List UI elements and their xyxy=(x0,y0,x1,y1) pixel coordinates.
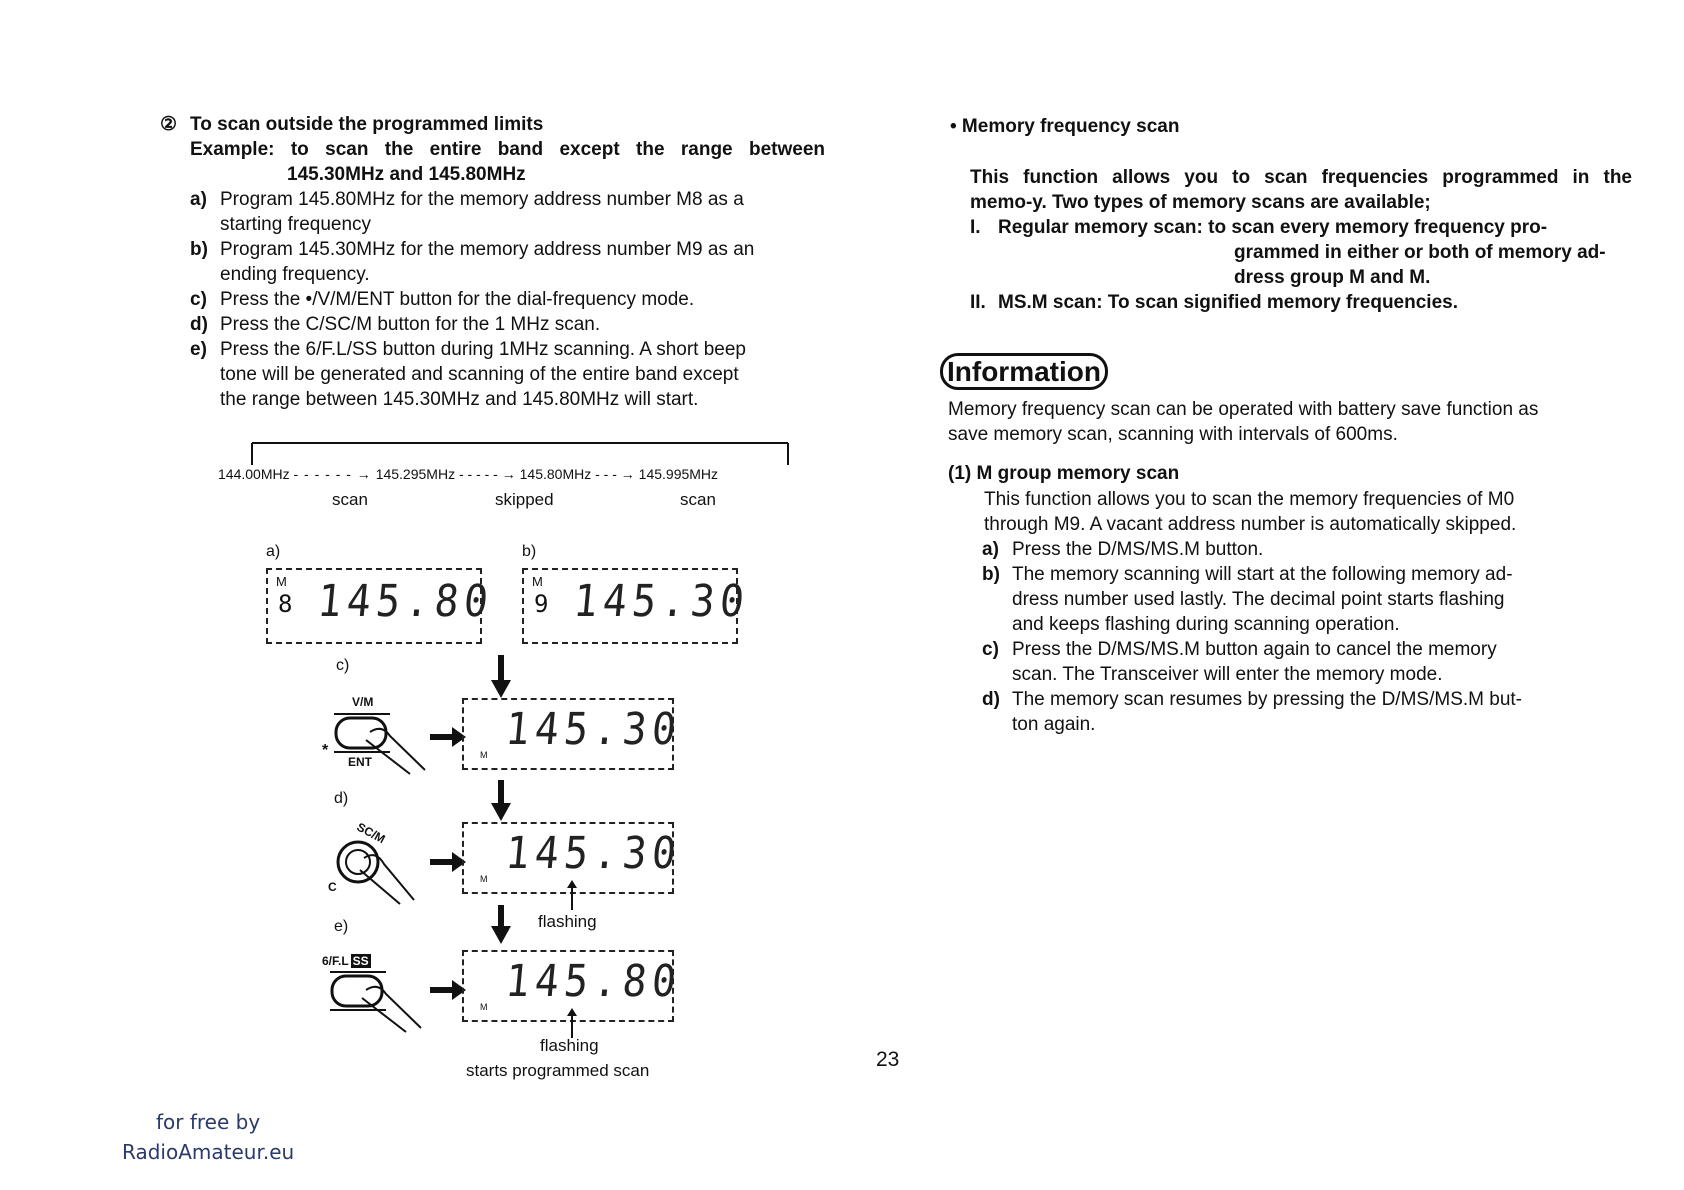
freq-144: 144.00MHz xyxy=(218,466,290,482)
down-arrow-shaft xyxy=(498,905,504,927)
step-text: The memory scan resumes by pressing the D/MS/MS.M but- xyxy=(1012,689,1522,710)
scan-label-1: scan xyxy=(332,490,368,509)
step-label: b) xyxy=(982,564,1000,585)
memory-channel: 9 xyxy=(534,590,549,618)
lcd-frequency: 145.80 xyxy=(503,956,684,1007)
down-arrow-shaft xyxy=(498,780,504,804)
footer-line-2[interactable]: RadioAmateur.eu xyxy=(122,1140,295,1164)
footer-line-1: for free by xyxy=(156,1110,261,1134)
page-number: 23 xyxy=(876,1048,900,1071)
lcd-display-a xyxy=(266,568,496,644)
step-text: dress number used lastly. The decimal point starts flashing xyxy=(1012,589,1505,610)
step-text: Press the D/MS/MS.M button. xyxy=(1012,539,1264,560)
step-label: a) xyxy=(982,539,999,560)
pointer-line xyxy=(566,1008,578,1038)
step-text: The memory scanning will start at the following memory ad- xyxy=(1012,564,1513,585)
flashing-label-1: flashing xyxy=(538,912,597,931)
intro-line2: memo-y. Two types of memory scans are available; xyxy=(970,192,1431,213)
m-step-d xyxy=(982,687,1622,737)
step-label: d) xyxy=(190,314,208,335)
down-arrow-shaft xyxy=(498,655,504,681)
m-step-c xyxy=(982,637,1622,687)
memory-indicator: M xyxy=(480,1002,488,1012)
fl-button-press-icon xyxy=(326,968,426,1033)
range-labels: 144.00MHz - - - - - - → 145.295MHz - - - - - → 145.80MHz - - - → 145.995MHz xyxy=(218,466,719,482)
c-label: C xyxy=(328,880,337,894)
type-ii-text: MS.M scan: To scan signified memory frequencies. xyxy=(998,292,1458,313)
memory-indicator: M xyxy=(532,574,543,589)
down-arrow-icon xyxy=(491,680,511,698)
ss-badge: SS xyxy=(352,954,369,968)
type-i-cont1: grammed in either or both of memory ad- xyxy=(1234,242,1606,263)
freq-145-995: 145.995MHz xyxy=(638,466,719,482)
step-label: c) xyxy=(190,289,207,310)
step-c xyxy=(190,287,830,312)
freq-145-295: 145.295MHz xyxy=(375,466,456,482)
type-i-cont2: dress group M and M. xyxy=(1234,267,1431,288)
down-arrow-icon xyxy=(491,926,511,944)
fl-label xyxy=(322,954,371,968)
step-text: Press the C/SC/M button for the 1 MHz scan. xyxy=(220,314,601,335)
step-text: and keeps flashing during scanning operation. xyxy=(1012,614,1400,635)
step-label: e) xyxy=(190,339,207,360)
csc-button-press-icon xyxy=(334,840,434,905)
sc-m-label: SC/M xyxy=(354,819,388,847)
flashing-label-2: flashing xyxy=(540,1036,599,1055)
memory-indicator: M xyxy=(480,750,488,760)
step-text: Program 145.80MHz for the memory address number M8 as a xyxy=(220,189,744,210)
type-i-text: Regular memory scan: to scan every memory frequency pro- xyxy=(998,217,1548,238)
step-text: ton again. xyxy=(1012,714,1096,735)
step-text: Program 145.30MHz for the memory address number M9 as an xyxy=(220,239,755,260)
step-label: c) xyxy=(982,639,999,660)
type-i-label: I. xyxy=(970,217,981,238)
step-text: the range between 145.30MHz and 145.80MHz will start. xyxy=(220,389,699,410)
lcd-frequency: 145.30 xyxy=(503,704,684,755)
info-line2: save memory scan, scanning with intervals of 600ms. xyxy=(948,424,1398,445)
step-a xyxy=(190,187,830,237)
fig-label-b: b) xyxy=(522,543,537,560)
memory-scan-title: • Memory frequency scan xyxy=(950,116,1180,137)
skipped-label: skipped xyxy=(495,490,554,509)
lcd-display-c xyxy=(462,698,684,770)
scan-label-2: scan xyxy=(680,490,716,509)
step-label: d) xyxy=(982,689,1000,710)
freq-145-80: 145.80MHz xyxy=(519,466,592,482)
m-step-a xyxy=(982,537,1622,562)
example-line2: 145.30MHz and 145.80MHz xyxy=(287,164,526,185)
step-label: a) xyxy=(190,189,207,210)
example-line1: Example: to scan the entire band except the range between xyxy=(190,139,825,160)
lcd-display-b xyxy=(522,568,752,644)
pointer-line xyxy=(566,880,578,910)
m-group-line2: through M9. A vacant address number is automatically skipped. xyxy=(984,514,1517,535)
section-number: ② xyxy=(160,114,178,135)
step-e xyxy=(190,337,830,412)
step-b xyxy=(190,237,830,287)
starts-programmed-scan: starts programmed scan xyxy=(466,1061,650,1080)
m-group-title: (1) M group memory scan xyxy=(948,463,1180,484)
step-text: Press the •/V/M/ENT button for the dial-frequency mode. xyxy=(220,289,695,310)
information-title: Information xyxy=(940,353,1108,390)
lcd-frequency: 145.30 xyxy=(503,828,684,879)
ent-label: ENT xyxy=(348,755,372,769)
lcd-frequency: 145.80 xyxy=(315,576,496,627)
step-text: Press the D/MS/MS.M button again to cancel the memory xyxy=(1012,639,1497,660)
vm-label: V/M xyxy=(352,695,374,709)
step-text: Press the 6/F.L/SS button during 1MHz scanning. A short beep xyxy=(220,339,746,360)
information-heading xyxy=(940,356,1108,388)
step-label: b) xyxy=(190,239,208,260)
fl-text: 6/F.L xyxy=(322,954,349,968)
vm-button-press-icon xyxy=(330,710,430,775)
memory-indicator: M xyxy=(480,874,488,884)
info-line1: Memory frequency scan can be operated with battery save function as xyxy=(948,399,1539,420)
dial-star: * xyxy=(322,742,329,759)
step-text: tone will be generated and scanning of the entire band except xyxy=(220,364,739,385)
down-arrow-icon xyxy=(491,803,511,821)
section-title: To scan outside the programmed limits xyxy=(190,114,544,135)
step-text: ending frequency. xyxy=(220,264,370,285)
memory-channel: 8 xyxy=(278,590,293,618)
fig-label-c: c) xyxy=(336,657,350,674)
fig-label-d: d) xyxy=(334,790,349,807)
lcd-frequency: 145.30 xyxy=(571,576,752,627)
fig-label-a: a) xyxy=(266,543,281,560)
type-ii-label: II. xyxy=(970,292,986,313)
step-text: scan. The Transceiver will enter the memory mode. xyxy=(1012,664,1443,685)
step-d xyxy=(190,312,830,337)
intro-line1: This function allows you to scan frequencies programmed in the xyxy=(970,167,1632,188)
m-group-line1: This function allows you to scan the memory frequencies of M0 xyxy=(984,489,1515,510)
fig-label-e: e) xyxy=(334,918,349,935)
m-step-b xyxy=(982,562,1622,637)
step-text: starting frequency xyxy=(220,214,372,235)
memory-indicator: M xyxy=(276,574,287,589)
